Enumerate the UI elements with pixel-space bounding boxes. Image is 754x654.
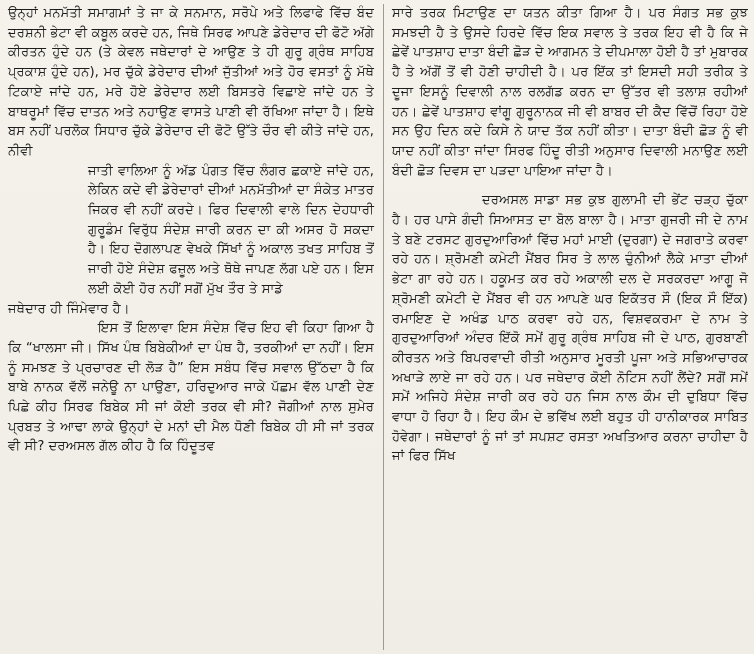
right-paragraph-1: ਸਾਰੇ ਤਰਕ ਮਿਟਾਉਣ ਦਾ ਯਤਨ ਕੀਤਾ ਗਿਆ ਹੈ। ਪਰ ਸੰਗਤ ਸਭ ਕੁਝ ਸਮਝਦੀ ਹੈ ਤੇ ਉਸਦੇ ਹਿਰਦੇ ਵਿੱਚ ਇਕ ਸਵਾਲ ਤੇ ਤਰਕ ਇਹ ਵੀ ਹੈ ਕਿ ਜੇ ਛੇਵੇਂ ਪਾਤਸ਼ਾਹ ਦਾਤਾ ਬੰਦੀ ਛੋੜ ਦੇ ਆਗਮਨ ਤੇ ਦੀਪਮਾਲਾ ਹੋਈ ਹੈ ਤਾਂ ਮੁਬਾਰਕ ਹੈ ਤੇ ਅੱਗੋਂ ਤੋਂ ਵੀ ਹੋਣੀ ਚਾਹੀਦੀ ਹੈ। ਪਰ ਇੱਕ ਤਾਂ ਇਸਦੀ ਸਹੀ ਤਰੀਕ ਤੇ ਦੂਜਾ ਇਸਨੂੰ ਦਿਵਾਲੀ ਨਾਲ ਰਲਗੱਡ ਕਰਨ ਦਾ ਉੱਤਰ ਵੀ ਤਲਾਸ਼ ਰਹੀਆਂ ਹਨ। ਛੇਵੇਂ ਪਾਤਸ਼ਾਹ ਵਾਂਗੂ ਗੁਰੂਨਾਨਕ ਜੀ ਵੀ ਬਾਬਰ ਦੀ ਕੈਦ ਵਿੱਚੋਂ ਰਿਹਾ ਹੋਏ ਸਨ ਉਹ ਦਿਨ ਕਦੇ ਕਿਸੇ ਨੇ ਯਾਦ ਤੱਕ ਨਹੀਂ ਕੀਤਾ। ਦਾਤਾ ਬੰਦੀ ਛੋੜ ਨੂੰ ਵੀ ਯਾਦ ਨਹੀਂ ਕੀਤਾ ਜਾਂਦਾ ਸਿਰਫ ਹਿੰਦੂ ਰੀਤੀ ਅਨੁਸਾਰ ਦਿਵਾਲੀ ਮਨਾਉਣ ਲਈ ਬੰਦੀ ਛੋੜ ਦਿਵਸ ਦਾ ਪੜਦਾ ਪਾਇਆ ਜਾਂਦਾ ਹੈ। (392, 6, 748, 179)
paragraph-gap (392, 181, 748, 191)
left-paragraph-2: ਇਸ ਤੋਂ ਇਲਾਵਾ ਇਸ ਸੰਦੇਸ਼ ਵਿੱਚ ਇਹ ਵੀ ਕਿਹਾ ਗਿਆ ਹੈ ਕਿ “ਖਾਲਸਾ ਜੀ। ਸਿੱਖ ਪੰਥ ਬਿਬੇਕੀਆਂ ਦਾ ਪੰਥ ਹੈ, ਤਰਕੀਆਂ ਦਾ ਨਹੀਂ। ਇਸ ਨੂੰ ਸਮਝਣ ਤੇ ਪ੍ਰਚਾਰਣ ਦੀ ਲੋੜ ਹੈ” ਇਸ ਸਬੰਧ ਵਿੱਚ ਸਵਾਲ ਉੱਠਦਾ ਹੈ ਕਿ ਬਾਬੇ ਨਾਨਕ ਵੱਲੋਂ ਜਨੇਊ ਨਾ ਪਾਉਣਾ, ਹਰਿਦੁਆਰ ਜਾਕੇ ਪੱਛਮ ਵੱਲ ਪਾਣੀ ਦੇਣ ਪਿਛੇ ਕੀਹ ਸਿਰਫ ਬਿਬੇਕ ਸੀ ਜਾਂ ਕੋਈ ਤਰਕ ਵੀ ਸੀ? ਜੋਗੀਆਂ ਨਾਲ ਸੁਮੇਰ ਪ੍ਰਬਤ ਤੇ ਆਢਾ ਲਾਕੇ ਉਨ੍ਹਾਂ ਦੇ ਮਨਾਂ ਦੀ ਮੈਲ ਧੋਣੀ ਬਿਬੇਕ ਹੀ ਸੀ ਜਾਂ ਤਰਕ ਵੀ ਸੀ? ਦਰਅਸਲ ਗੱਲ ਕੀਹ ਹੈ ਕਿ ਹਿੰਦੂਤਵ (8, 321, 374, 455)
column-divider (383, 4, 384, 650)
left-column (8, 4, 374, 457)
left-paragraph-1: ਉਨ੍ਹਾਂ ਮਨਮੱਤੀ ਸਮਾਗਮਾਂ ਤੇ ਜਾ ਕੇ ਸਨਮਾਨ, ਸਰੋਪੇ ਅਤੇ ਲਿਫਾਫੇ ਵਿੱਚ ਬੰਦ ਦਰਸ਼ਨੀ ਭੇਟਾ ਵੀ ਕਬੂਲ ਕਰਦੇ ਹਨ, ਜਿਥੇ ਸਿਰਫ ਆਪਣੇ ਡੇਰੇਦਾਰ ਦੀ ਫੋਟੋ ਅੱਗੇ ਕੀਰਤਨ ਹੁੰਦੇ ਹਨ (ਤੇ ਕੇਵਲ ਜਥੇਦਾਰਾਂ ਦੇ ਆਉਣ ਤੇ ਹੀ ਗੁਰੂ ਗ੍ਰੰਥ ਸਾਹਿਬ ਪ੍ਰਕਾਸ਼ ਹੁੰਦੇ ਹਨ), ਮਰ ਚੁੱਕੇ ਡੇਰੇਦਾਰ ਦੀਆਂ ਜੁੱਤੀਆਂ ਅਤੇ ਹੋਰ ਵਸਤਾਂ ਨੂੰ ਮੱਥੇ ਟਿਕਾਏ ਜਾਂਦੇ ਹਨ, ਮਰੇ ਹੋਏ ਡੇਰੇਦਾਰ ਲਈ ਬਿਸਤਰੇ ਵਿਛਾਏ ਜਾਂਦੇ ਹਨ ਤੇ ਬਾਥਰੂਮਾਂ ਵਿੱਚ ਦਾਤਨ ਅਤੇ ਨਹਾਉਣ ਵਾਸਤੇ ਪਾਣੀ ਵੀ ਰੱਖਿਆ ਜਾਂਦਾ ਹੈ। ਇਥੇ ਬਸ ਨਹੀਂ ਪਰਲੋਕ ਸਿਧਾਰ ਚੁੱਕੇ ਡੇਰੇਦਾਰ ਦੀ ਫੋਟੋ ਉੱਤੇ ਚੌਰ ਵੀ ਕੀਤੇ ਜਾਂਦੇ ਹਨ, ਨੀਵੀ (8, 6, 374, 159)
right-column (392, 4, 748, 467)
left-paragraph-1-continued: ਜਾਤੀ ਵਾਲਿਆ ਨੂੰ ਅੱਡ ਪੰਗਤ ਵਿੱਚ ਲੰਗਰ ਛਕਾਏ ਜਾਂਦੇ ਹਨ, ਲੇਕਿਨ ਕਦੇ ਵੀ ਡੇਰੇਦਾਰਾਂ ਦੀਆਂ ਮਨਮੱਤੀਆਂ ਦਾ ਸੰਕੇਤ ਮਾਤਰ ਜਿਕਰ ਵੀ ਨਹੀਂ ਕਰਦੇ। ਫਿਰ ਦਿਵਾਲੀ ਵਾਲੇ ਦਿਨ ਦੇਹਧਾਰੀ ਗੁਰੂਡੰਮ ਵਿਰੁੱਧ ਸੰਦੇਸ਼ ਜਾਰੀ ਕਰਨ ਦਾ ਕੀ ਅਸਰ ਹੋ ਸਕਦਾ ਹੈ। ਇਹ ਦੋਗਲਾਪਣ ਵੇਖਕੇ ਸਿੱਖਾਂ ਨੂੰ ਅਕਾਲ ਤਖਤ ਸਾਹਿਬ ਤੋਂ ਜਾਰੀ ਹੋਏ ਸੰਦੇਸ਼ ਫਜ਼ੂਲ ਅਤੇ ਥੋਥੇ ਜਾਪਣ ਲੱਗ ਪਏ ਹਨ। ਇਸ ਲਈ ਕੋਈ ਹੋਰ ਨਹੀਂ ਸਗੋਂ ਮੁੱਖ ਤੌਰ ਤੇ ਸਾਡੇ (88, 163, 374, 297)
left-paragraph-1-end: ਜਥੇਦਾਰ ਹੀ ਜਿੰਮੇਵਾਰ ਹੈ। (8, 301, 130, 317)
right-paragraph-2: ਦਰਅਸਲ ਸਾਡਾ ਸਭ ਕੁਝ ਗੁਲਾਮੀ ਦੀ ਭੇਂਟ ਚੜ੍ਹ ਚੁੱਕਾ ਹੈ। ਹਰ ਪਾਸੇ ਗੰਦੀ ਸਿਆਸਤ ਦਾ ਬੋਲ ਬਾਲਾ ਹੈ। ਮਾਤਾ ਗੁਜਰੀ ਜੀ ਦੇ ਨਾਮ ਤੇ ਬਣੇ ਟਰਸਟ ਗੁਰਦੁਆਰਿਆਂ ਵਿੱਚ ਮਹਾਂ ਮਾਈ (ਦੁਰਗਾ) ਦੇ ਜਗਰਾਤੇ ਕਰਵਾ ਰਹੇ ਹਨ। ਸ਼੍ਰੋਮਣੀ ਕਮੇਟੀ ਮੈਂਬਰ ਸਿਰ ਤੇ ਲਾਲ ਚੁੰਨੀਆਂ ਲੈਕੇ ਮਾਤਾ ਦੀਆਂ ਭੇਟਾ ਗਾ ਰਹੇ ਹਨ। ਹਕੂਮਤ ਕਰ ਰਹੇ ਅਕਾਲੀ ਦਲ ਦੇ ਸਰਕਰਦਾ ਆਗੂ ਜੋ ਸ਼੍ਰੋਮਣੀ ਕਮੇਟੀ ਦੇ ਮੈਂਬਰ ਵੀ ਹਨ ਆਪਣੇ ਘਰ ਇਕੱਤਰ ਸੌ (ਇਕ ਸੌ ਇੱਕ) ਰਮਾਇਣ ਦੇ ਅਖੰਡ ਪਾਠ ਕਰਵਾ ਰਹੇ ਹਨ, ਵਿਸ਼ਵਕਰਮਾ ਦੇ ਨਾਮ ਤੇ ਗੁਰਦੁਆਰਿਆਂ ਅੰਦਰ ਇੱਕੋ ਸਮੇਂ ਗੁਰੂ ਗ੍ਰੰਥ ਸਾਹਿਬ ਜੀ ਦੇ ਪਾਠ, ਗੁਰਬਾਣੀ ਕੀਰਤਨ ਅਤੇ ਬਿਪਰਵਾਦੀ ਰੀਤੀ ਅਨੁਸਾਰ ਮੂਰਤੀ ਪੂਜਾ ਅਤੇ ਸਭਿਆਚਾਰਕ ਅਖਾੜੇ ਲਾਏ ਜਾ ਰਹੇ ਹਨ। ਪਰ ਜਥੇਦਾਰ ਕੋਈ ਨੋਟਿਸ ਨਹੀਂ ਲੈਂਦੇ? ਸਗੋਂ ਸਮੇਂ ਸਮੇਂ ਅਜਿਹੇ ਸੰਦੇਸ਼ ਜਾਰੀ ਕਰ ਰਹੇ ਹਨ ਜਿਸ ਨਾਲ ਕੌਮ ਦੀ ਦੁਬਿਧਾ ਵਿੱਚ ਵਾਧਾ ਹੋ ਰਿਹਾ ਹੈ। ਇਹ ਕੌਮ ਦੇ ਭਵਿੱਖ ਲਈ ਬਹੁਤ ਹੀ ਹਾਨੀਕਾਰਕ ਸਾਬਿਤ ਹੋਵੇਗਾ। ਜਥੇਦਾਰਾਂ ਨੂੰ ਜਾਂ ਤਾਂ ਸਪਸ਼ਟ ਰਸਤਾ ਅਖਤਿਆਰ ਕਰਨਾ ਚਾਹੀਦਾ ਹੈ ਜਾਂ ਫਿਰ ਸਿੱਖ (392, 193, 748, 465)
